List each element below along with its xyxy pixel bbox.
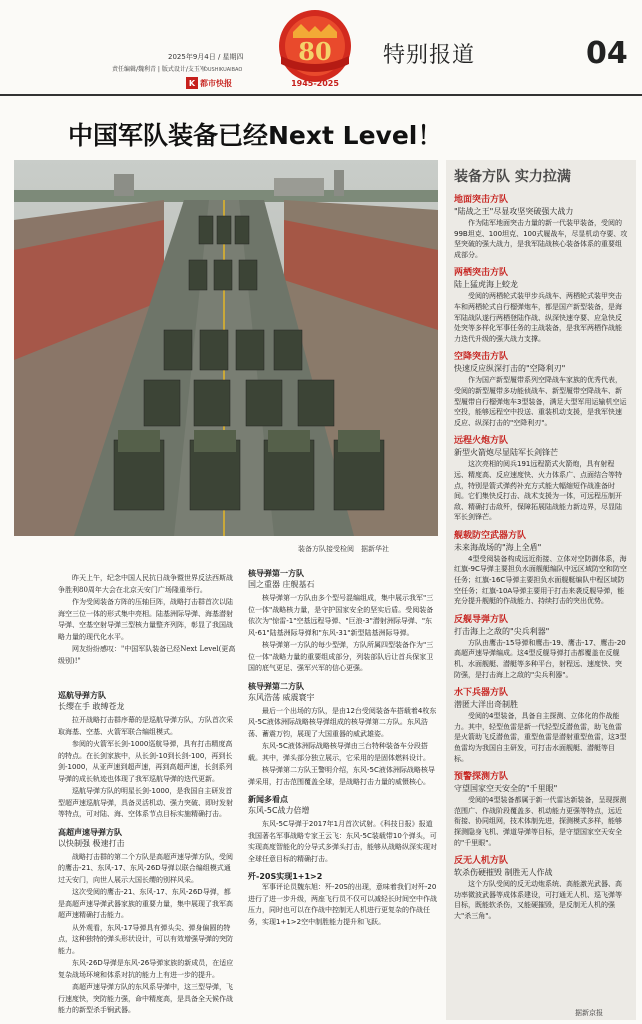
intro-column xyxy=(58,573,236,668)
brand xyxy=(186,67,243,90)
sidebar-section-body: 受阅的4型装备都属于新一代雷达新装备，呈现探测范围广、作战阶段覆盖多、机动能力更强等特点，远近衔接、协同组网，技术体制先进，探测模式多样，能够探测隐身飞机、弹道导弹等目标，是守望国家空天安全的"千里眼"。 xyxy=(454,796,627,847)
body-paragraph: 东风-26D导弹是东风-26导弹家族的新成员，在适应复杂战场环境和体系对抗的能力上有进一步的提升。 xyxy=(58,959,234,979)
sidebar-section-title: 反舰导弹方队 xyxy=(454,614,509,625)
section-heading: 核导弹第一方队 xyxy=(248,569,304,578)
sidebar-section-subtitle: 潜匿大洋出奇制胜 xyxy=(454,700,518,710)
sidebar-section-title: 预警探测方队 xyxy=(454,772,509,783)
sidebar-section-body: 这个方队受阅的反无动炮系统、高能激光武器、高功率微波武器等成体系建设，可打通无人机、巡飞弹等目标，既能软杀伤，又能硬摧毁，是反制无人机的强大"杀三角"。 xyxy=(454,880,622,920)
sidebar-section-title: 空降突击方队 xyxy=(454,352,509,363)
sidebar-section xyxy=(454,687,628,764)
sidebar-section-subtitle: 新型火箭炮尽显陆军长剑锋芒 xyxy=(454,448,558,458)
body-paragraph: 核导弹第一方队由多个型号混编组成，集中展示我军"三位一体"战略核力量，是守护国家安全的坚实后盾。受阅装备依次为"惊雷-1"空基远程导弹、"巨浪-3"潜射洲际导弹、"东风-61"陆基洲际导弹和"东风-31"新型陆基洲际导弹。 xyxy=(248,594,434,637)
sidebar-section-subtitle: 软杀伤硬摧毁 制胜无人作战 xyxy=(454,868,553,878)
sidebar-section xyxy=(454,771,628,848)
parade-photo xyxy=(14,160,438,536)
brand-en: DUSHIKUAIBAO xyxy=(204,67,243,73)
sidebar-section-subtitle: 打击海上之敌的"尖兵利器" xyxy=(454,626,550,636)
photo-caption: 装备方队接受检阅 据新华社 xyxy=(298,545,389,553)
sidebar-section-title: 远程火炮方队 xyxy=(454,436,509,447)
sidebar-section xyxy=(454,194,628,260)
sidebar-section-subtitle: "陆战之王"尽显攻坚突破强大战力 xyxy=(454,207,574,216)
body-paragraph: 这次受阅的鹰击-21、东风-17、东风-26D导弹，都是高超声速导弹武器家族的重要力量，集中展现了我军高超声速精确打击能力。 xyxy=(58,888,233,919)
equipment-sidebar xyxy=(446,160,636,1020)
sidebar-section xyxy=(454,267,628,344)
intro-paragraph: 昨天上午，纪念中国人民抗日战争暨世界反法西斯战争胜利80周年大会在北京天安门广场隆重举行。 xyxy=(58,574,233,594)
body-paragraph: 拉开战略打击群序幕的是巡航导弹方队，方队首次采取海基、空基、火箭军联合编组模式。 xyxy=(58,716,233,736)
sidebar-section-subtitle: 守望国家空天安全的"千里眼" xyxy=(454,784,558,794)
section-heading: 歼-20S实现1+1>2 xyxy=(248,872,323,881)
middle-article-column xyxy=(248,562,438,929)
body-paragraph: 从外观看，东风-17导弹具有弹头尖、弹身偏圆的特点，这种独特的弹头形状设计，可以有效增强导弹的突防能力。 xyxy=(58,923,233,955)
issue-date: 2025年9月4日 / 星期四 xyxy=(168,53,244,61)
body-paragraph: 军事评论员魏东旭：歼-20S的出现，意味着我们对歼-20进行了进一步升级，两座飞行员不仅可以减轻长时间空中作战压力，同时也可以在作战中控制无人机进行更复杂的作战任务，实现1+1>2空中制胜能力提升和飞跃。 xyxy=(248,883,437,926)
sidebar-section-body: 作为国产新型履带系列空降战车家族的优秀代表，受阅的新型履带多功能侦战车、新型履带空降战车、新型履带自行榴弹炮车3型装备，满足大型军用运输机空运空投，能够远程空中投送、重装机动支援，是我军快速反应、纵深打击的"空降利刃"。 xyxy=(454,376,627,427)
intro-paragraph: 作为受阅装备方阵的压轴巨阵，战略打击群首次以陆海空三位一体的形式集中亮相。陆基洲际导弹、海基潜射导弹、空基空射导弹三型核力量整齐列阵，彰显了我国战略力量的现代化水平。 xyxy=(58,598,233,641)
section-subheading: 东风浩荡 威震寰宇 xyxy=(248,692,315,702)
intro-paragraph: 网友纷纷感叹："中国军队装备已经Next Level(更高级别)!" xyxy=(58,645,236,665)
section-heading: 巡航导弹方队 xyxy=(58,691,106,700)
sidebar-credit: 据新京报 xyxy=(575,1009,603,1017)
sidebar-section xyxy=(454,614,628,680)
sidebar-section-body: 受阅的两栖轮式装甲步兵战车、两栖轮式装甲突击车和两栖轮式自行榴弹炮车，都是国产新型装备，是海军陆战队遂行两栖登陆作战、纵深快速夺要、应急快反处突等多样化军事任务的主战装备，是我军两栖作战能力迭代升级的强大战力支撑。 xyxy=(454,292,622,343)
section-subheading: 以快制强 极速打击 xyxy=(58,838,125,848)
section-heading: 核导弹第二方队 xyxy=(248,681,304,691)
section-heading: 高超声速导弹方队 xyxy=(58,827,122,837)
sidebar-section-body: 方队由鹰击-15导弹和鹰击-19、鹰击-17、鹰击-20高超声速导弹编成。这4型反舰导弹打击都覆盖在反舰机、水面舰艇、潜艇等多种平台，射程远、速度快、突防强，是打击海上之敌的"尖兵利器"。 xyxy=(454,638,626,679)
sidebar-section-body: 作为陆军地面突击力量的新一代装甲装备，受阅的99B坦克、100坦克、100式履战车，尽显机动夺要、攻坚突破的强大战力，是我军陆战核心装备体系的重要组成部分。 xyxy=(454,219,628,259)
body-paragraph: 核导弹第一方队的每少型弹，方队所属四型装备作为"三位一体"战略力量的重要组成部分，列装部队后让首兵保家卫国的底气更足、强军兴军的信心更强。 xyxy=(248,641,434,672)
left-article-column xyxy=(58,684,236,1018)
brand-cn: 都市快报 xyxy=(200,78,232,88)
page-number: 04 xyxy=(586,36,628,71)
sidebar-section-body: 这次亮相的阅兵191远程箭式火箭炮，具有射程远、精度高、反应速度快、火力体系广、点面结合等特点，特别是箭式弹药补充方式能大幅缩短作战准备时间。它们集快反打击、战术支援为一体，可远程压制开敌、精确打击敌歼，保障拓展陆战能力新边界，尽显陆军长剑锋芒。 xyxy=(454,460,622,522)
body-paragraph: 巡航导弹方队的明星长剑-1000，是我国自主研发首型超声速巡航导弹，具备灵活机动、强力突破、即时发射等特点，可对陆、海、空体系节点目标实施精确打击。 xyxy=(58,787,233,818)
body-paragraph: 最后一个出场的方队，是由12台受阅装备车搭载着4枚东风-5C液体洲际战略核导弹组成的核导弹第二方队。东风浩荡、蓄震万钧，展现了大国重器的威武雄姿。 xyxy=(248,706,437,738)
body-paragraph: 东风-5C导弹于2017年1月首次试射。《科技日报》报道我国著名军事战略专家王云飞：东风-5C装载带10个弹头，可实现高度智能化的分导式多弹头打击，能够从战略纵深实现对全球任意目标的精确打击。 xyxy=(248,820,437,863)
anniversary-emblem-icon xyxy=(265,2,365,102)
body-paragraph: 核导弹第二方队王警明介绍，东风-5C液体洲际战略核导弹采用，打击范围覆盖全球，是战略打击力量的威慑核心。 xyxy=(248,766,435,786)
body-paragraph: 参阅的火箭军长剑-1000巡航导弹，具有打击精度高的特点。在长剑家族中，从长剑-10到长剑-100，再到长剑-1000，从亚声速到超声速，再到高超声速，长剑系列导弹的成长轨迹也体现了我军巡航导弹的迭代更新。 xyxy=(58,740,233,783)
sidebar-section-title: 地面突击方队 xyxy=(454,195,509,205)
emblem-years: 1945-2025 xyxy=(291,79,339,88)
section-subheading: 东风-5C战力倍增 xyxy=(248,806,310,815)
sidebar-section-subtitle: 未来海战场的"海上全盾" xyxy=(454,542,542,552)
sidebar-section xyxy=(454,530,628,607)
sidebar-section xyxy=(454,855,628,921)
section-subheading: 国之重器 庄舰基石 xyxy=(248,580,315,589)
sidebar-section-body: 受阅的4型装备，具备自主探测、立体化的作战能力。其中，轻型鱼雷是新一代轻型反潜鱼雷，助飞鱼雷是火箭助飞反潜鱼雷，重型鱼雷是潜射重型鱼雷，这3型鱼雷均为我国自主研发，可打击水面舰艇、潜艇等目标。 xyxy=(454,712,627,763)
sidebar-section-title: 舰载防空武器方队 xyxy=(454,530,527,541)
sidebar-section-title: 水下兵器方队 xyxy=(454,688,509,699)
masthead-rule xyxy=(0,94,642,96)
sidebar-title: 装备方队 实力拉满 xyxy=(454,169,571,185)
sidebar-section-title: 反无人机方队 xyxy=(454,856,509,867)
section-subheading: 长缨在手 敢缚苍龙 xyxy=(58,702,125,711)
sidebar-section-subtitle: 陆上猛虎海上蛟龙 xyxy=(454,280,518,290)
emblem-number: 80 xyxy=(298,37,332,66)
sidebar-section xyxy=(454,351,628,428)
sidebar-section-subtitle: 快速反应纵深打击的"空降利刃" xyxy=(454,364,566,374)
headline: 中国军队装备已经Next Level！ xyxy=(68,121,443,150)
sidebar-section xyxy=(454,435,628,523)
masthead xyxy=(0,0,642,104)
section-heading: 新闻多看点 xyxy=(248,795,288,804)
sidebar-section-title: 两栖突击方队 xyxy=(454,268,509,279)
body-paragraph: 东风-5C液体洲际战略核导弹由三台特种装备车分段搭载。其中，弹头部分独立展示，它采用的是固体燃料设计。 xyxy=(248,742,430,762)
body-paragraph: 战略打击群的第二个方队是高超声速导弹方队，受阅的鹰击-21、东风-17、东风-26D导弹以联合编组模式通过天安门，向世人展示大国长缨的别样风采。 xyxy=(58,852,233,884)
sidebar-section-body: 4型受阅装备构成远近衔接、立体对空防御体系，海红旗-9C导弹主要担负水面舰艇编队中远区域防空和防空任务；红旗-16C导弹主要担负水面舰艇编队中程区域防空任务；红旗-10A导弹主要用于打击来袭反舰导弹，能充分提升舰艇的作战能力、持续打击的突出优势。 xyxy=(454,554,627,606)
editor-credit: 责任编辑/魏利青 | 版式设计/支玉军 xyxy=(112,66,206,73)
body-paragraph: 高超声速导弹方队的东风系导弹中，这三型导弹，飞行速度快，突防能力强，命中精度高，是具备全天候作战能力的新型杀手锏武器。 xyxy=(58,983,233,1014)
brand-logo-icon: K xyxy=(186,77,198,89)
section-title: 特别报道 xyxy=(383,43,476,68)
